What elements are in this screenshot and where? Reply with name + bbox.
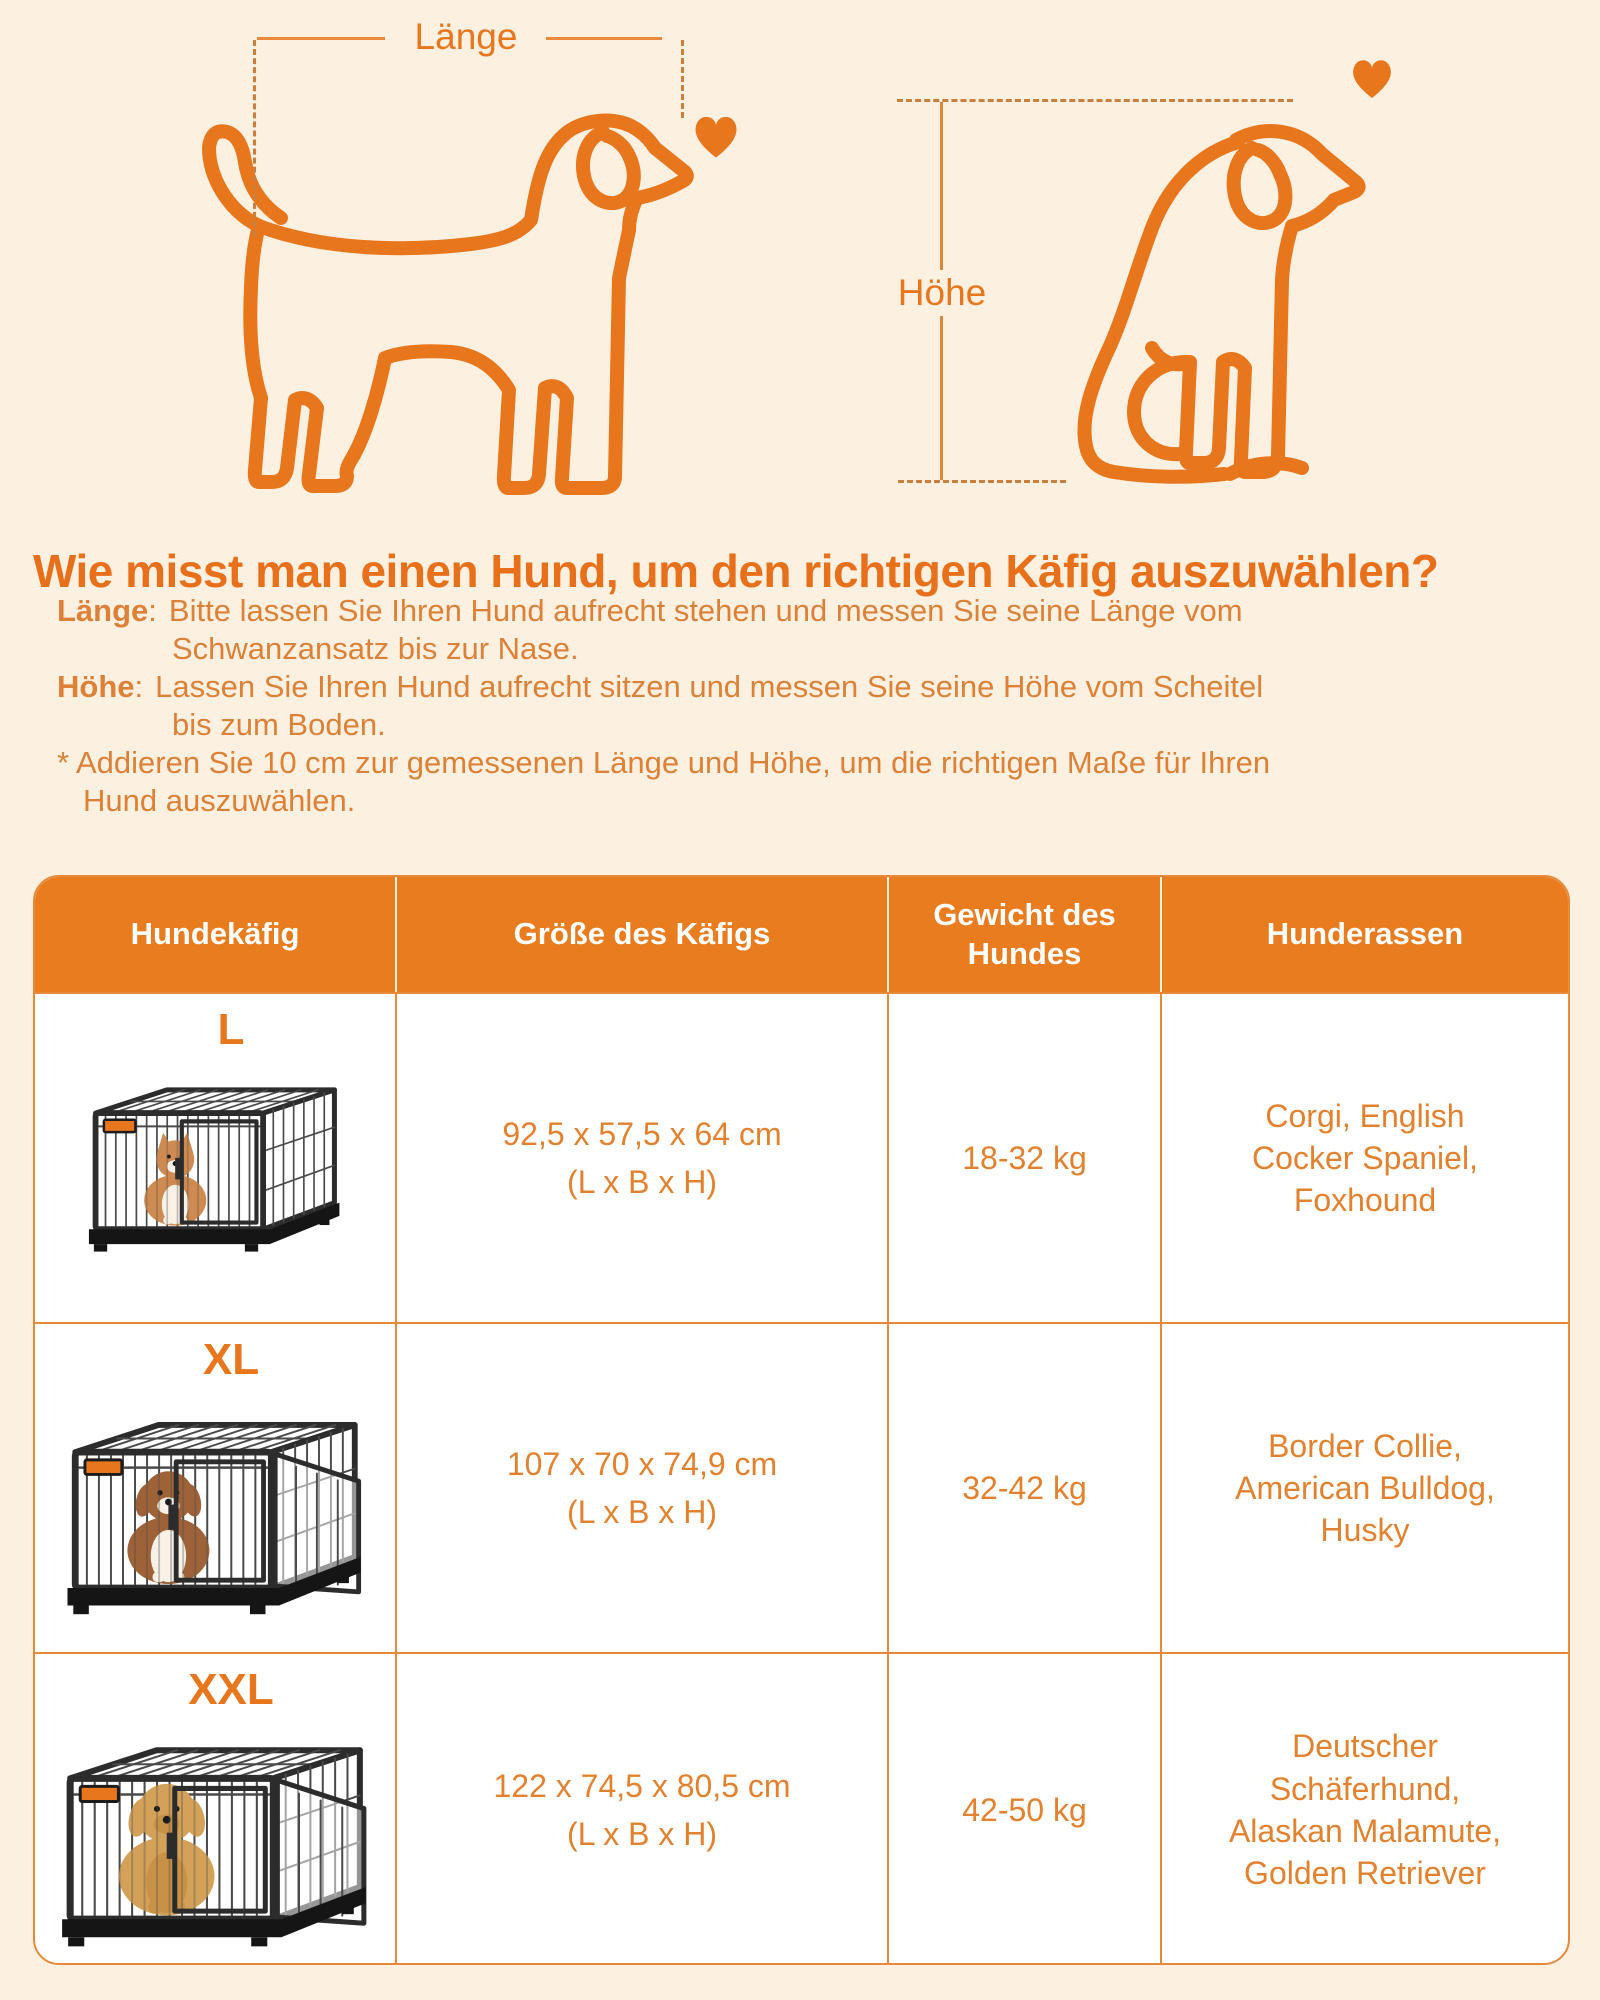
length-line-right <box>546 37 662 40</box>
height-line-lower <box>940 316 943 480</box>
size-table <box>33 875 1570 1965</box>
crate-illustration-l <box>74 1060 356 1267</box>
height-dash-top <box>897 99 1293 102</box>
sitting-dog-illustration <box>940 100 1380 490</box>
table-cell-weight-xl: 32-42 kg <box>889 1322 1162 1652</box>
length-tick-left <box>253 40 256 236</box>
dog-tail <box>209 131 281 226</box>
size-badge-xl: XL <box>202 1335 260 1384</box>
table-cell-breeds-xxl: Deutscher Schäferhund, Alaskan Malamute, Golden Retriever <box>1162 1652 1568 1965</box>
instructions <box>57 592 1537 820</box>
length-label: Länge <box>414 16 518 57</box>
height-instruction-label: Höhe <box>57 669 135 704</box>
crate-illustration-xxl <box>44 1714 386 1965</box>
standing-dog-illustration <box>163 68 723 498</box>
table-cell-dimensions-l: 92,5 x 57,5 x 64 cm (L x B x H) <box>397 992 889 1322</box>
table-cell-breeds-xl: Border Collie, American Bulldog, Husky <box>1162 1322 1568 1652</box>
dog-ear <box>1234 148 1286 223</box>
table-row-xxl-crate <box>35 1652 397 1965</box>
height-line-upper <box>940 102 943 270</box>
header-crate: Hundekäfig <box>35 877 397 992</box>
table-cell-dimensions-xxl: 122 x 74,5 x 80,5 cm (L x B x H) <box>397 1652 889 1965</box>
crate-illustration-xl <box>50 1390 380 1633</box>
header-dimensions: Größe des Käfigs <box>397 877 889 992</box>
length-instruction-label: Länge <box>57 593 149 628</box>
measurement-note: * Addieren Sie 10 cm zur gemessenen Länge und Höhe, um die richtigen Maße für Ihren Hund auszuwählen. <box>57 745 1271 818</box>
page-title: Wie misst man einen Hund, um den richtigen Käfig auszuwählen? <box>33 544 1439 597</box>
height-dash-bottom <box>898 480 1066 483</box>
header-weight: Gewicht des Hundes <box>889 877 1162 992</box>
size-badge-xxl: XXL <box>188 1665 274 1714</box>
table-row-l-crate <box>35 992 397 1322</box>
length-instruction: Länge: Bitte lassen Sie Ihren Hund aufrecht stehen und messen Sie seine Länge vom Schwanzansatz bis zur Nase. <box>57 593 1243 666</box>
heart-icon <box>690 112 742 160</box>
dog-front-legs <box>1152 226 1292 472</box>
table-cell-dimensions-xl: 107 x 70 x 74,9 cm (L x B x H) <box>397 1322 889 1652</box>
length-tick-right <box>681 40 684 118</box>
height-instruction: Höhe: Lassen Sie Ihren Hund aufrecht sitzen und messen Sie seine Höhe vom Scheitel bis zum Boden. <box>57 669 1264 742</box>
table-cell-weight-l: 18-32 kg <box>889 992 1162 1322</box>
table-cell-weight-xxl: 42-50 kg <box>889 1652 1162 1965</box>
size-badge-l: L <box>217 1005 245 1054</box>
header-breeds: Hunderassen <box>1162 877 1568 992</box>
table-row-xl-crate <box>35 1322 397 1652</box>
length-line-left <box>257 37 385 40</box>
table-cell-breeds-l: Corgi, English Cocker Spaniel, Foxhound <box>1162 992 1568 1322</box>
dog-legs-belly <box>250 226 629 488</box>
height-label: Höhe <box>897 272 987 313</box>
dog-ear <box>583 132 634 203</box>
heart-icon <box>1348 56 1396 100</box>
dog-haunch <box>1134 362 1186 454</box>
